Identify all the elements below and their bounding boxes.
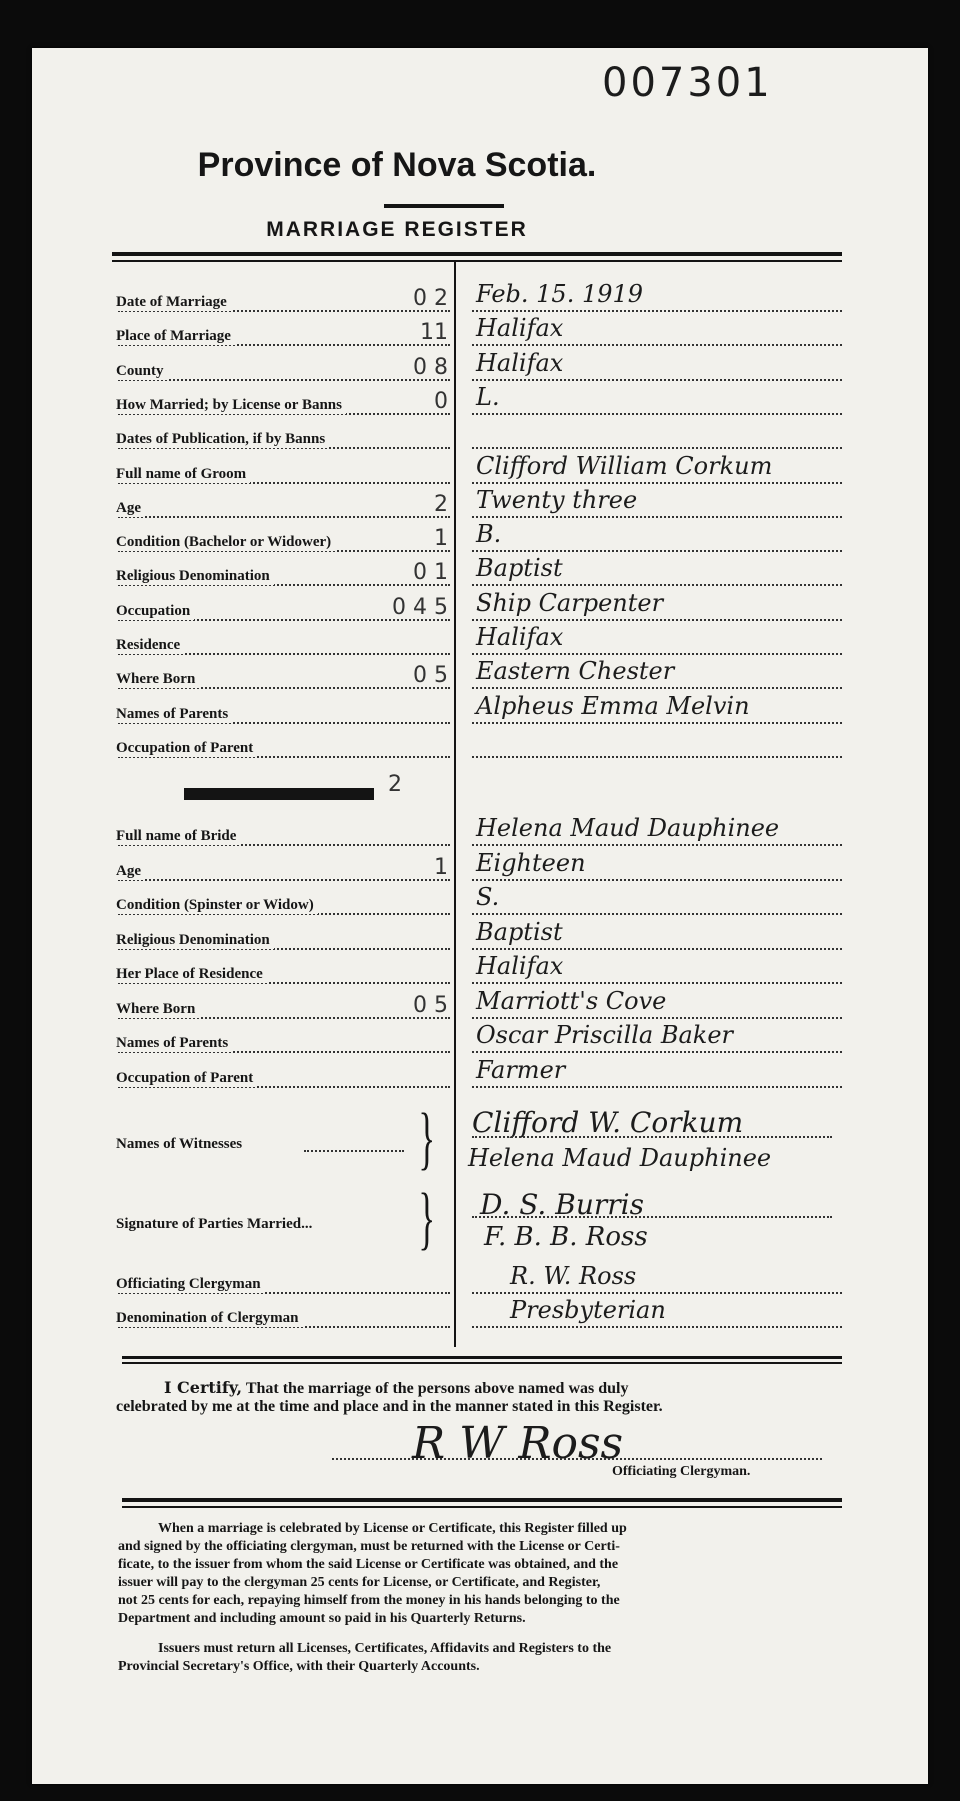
field-code: 0 5 — [413, 663, 448, 689]
field-value: Halifax — [476, 623, 564, 651]
field-label: Full name of Groom — [116, 466, 250, 483]
field-code: 1 — [434, 526, 448, 552]
serial-number: 007301 — [602, 60, 773, 106]
title-underline — [384, 204, 504, 208]
field-value-line — [472, 687, 842, 689]
signatures-label: Signature of Parties Married... — [116, 1216, 313, 1232]
field-value: Oscar Priscilla Baker — [476, 1021, 734, 1049]
certify-line-2: celebrated by me at the time and place and in the manner stated in this Register. — [116, 1398, 663, 1415]
field-label: Where Born — [116, 671, 199, 688]
field-label: Religious Denomination — [116, 932, 274, 949]
field-value-line — [472, 722, 842, 724]
field-value: Ship Carpenter — [476, 588, 664, 617]
field-value: Feb. 15. 1919 — [476, 280, 644, 308]
clergy-value-line — [472, 1326, 842, 1328]
field-label: Occupation of Parent — [116, 1070, 257, 1087]
register-form — [32, 48, 928, 1784]
field-label: Occupation — [116, 603, 194, 620]
field-label: How Married; by License or Banns — [116, 397, 346, 414]
field-value: Farmer — [476, 1055, 566, 1084]
field-label: Names of Parents — [116, 706, 232, 723]
field-label: Place of Marriage — [116, 328, 235, 345]
field-label: Condition (Bachelor or Widower) — [116, 534, 335, 551]
field-value-line — [472, 447, 842, 449]
field-value: Helena Maud Dauphinee — [476, 814, 780, 842]
instruction-line: When a marriage is celebrated by License or Certificate, this Register filled up — [158, 1521, 627, 1536]
section-separator-bar — [184, 788, 374, 800]
field-label: Full name of Bride — [116, 828, 240, 845]
witness-1: Clifford W. Corkum — [472, 1106, 744, 1139]
instructions-para-1 — [118, 1520, 858, 1628]
clergy-label: Officiating Clergyman — [116, 1276, 265, 1293]
field-label: Age — [116, 500, 145, 517]
field-value-line — [472, 310, 842, 312]
footer-rule-2 — [122, 1506, 842, 1508]
field-value-line — [472, 756, 842, 758]
field-label: Residence — [116, 637, 184, 654]
field-value: Twenty three — [476, 485, 638, 514]
certify-statement — [116, 1378, 836, 1416]
instruction-line: Issuers must return all Licenses, Certificates, Affidavits and Registers to the — [158, 1641, 612, 1656]
field-code: 0 1 — [413, 560, 448, 586]
field-code: 0 5 — [413, 992, 448, 1018]
field-label: Where Born — [116, 1001, 199, 1018]
field-value: Eastern Chester — [476, 657, 675, 686]
field-value: Baptist — [476, 554, 563, 583]
clergy-signature-line — [332, 1458, 822, 1460]
field-value: Halifax — [476, 348, 564, 377]
clergy-value: R. W. Ross — [510, 1262, 637, 1290]
field-label: Her Place of Residence — [116, 966, 267, 983]
field-value: Marriott's Cove — [476, 986, 667, 1015]
field-value-line — [472, 1051, 842, 1053]
field-value-line — [472, 982, 842, 984]
header-rule-thick — [112, 252, 842, 256]
instruction-line: and signed by the officiating clergyman, must be returned with the License or Certi- — [118, 1539, 620, 1554]
certify-line-1: That the marriage of the persons above named was duly — [245, 1380, 629, 1397]
field-value-line — [472, 913, 842, 915]
field-value: Eighteen — [476, 848, 586, 877]
instruction-line: Provincial Secretary's Office, with their Quarterly Accounts. — [118, 1659, 480, 1674]
clergy-label: Denomination of Clergyman — [116, 1310, 303, 1327]
field-code: 1 — [434, 854, 448, 880]
signature-1: D. S. Burris — [480, 1188, 644, 1221]
field-code: 11 — [420, 320, 448, 346]
field-label: Religious Denomination — [116, 568, 274, 585]
field-value: B. — [476, 520, 502, 549]
certify-rule-1 — [122, 1356, 842, 1359]
field-value-line — [472, 879, 842, 881]
field-label: Dates of Publication, if by Banns — [116, 431, 329, 448]
clergy-value: Presbyterian — [510, 1296, 666, 1324]
field-value: Alpheus Emma Melvin — [476, 691, 750, 720]
field-value: Halifax — [476, 952, 564, 980]
field-value: Halifax — [476, 314, 564, 343]
field-value-line — [472, 1017, 842, 1019]
signatures-brace: } — [418, 1180, 436, 1257]
field-label: Age — [116, 863, 145, 880]
field-code: 0 — [434, 388, 448, 414]
field-value-line — [472, 413, 842, 415]
field-value: L. — [476, 382, 500, 411]
instruction-line: not 25 cents for each, repaying himself from the money in his hands belonging to the — [118, 1593, 620, 1608]
field-label: Date of Marriage — [116, 294, 231, 311]
certify-lead: I Certify, — [164, 1378, 243, 1397]
field-code: 0 8 — [413, 354, 448, 380]
field-value: Clifford William Corkum — [476, 451, 773, 480]
clergy-signature: R W Ross — [412, 1418, 624, 1469]
field-code: 2 — [434, 491, 448, 517]
witness-2: Helena Maud Dauphinee — [468, 1144, 772, 1172]
instruction-line: ficate, to the issuer from whom the said License or Certificate was obtained, and the — [118, 1557, 619, 1572]
field-label: County — [116, 363, 168, 380]
field-code: 0 2 — [413, 286, 448, 311]
witnesses-label: Names of Witnesses — [116, 1136, 243, 1152]
field-label: Names of Parents — [116, 1035, 232, 1052]
form-subtitle: MARRIAGE REGISTER — [266, 218, 528, 241]
field-code: 0 4 5 — [392, 594, 448, 620]
field-value-line — [472, 344, 842, 346]
field-value-line — [472, 482, 842, 484]
field-value-line — [472, 516, 842, 518]
instruction-line: issuer will pay to the clergyman 25 cents for License, or Certificate, and Register, — [118, 1575, 601, 1590]
column-divider — [454, 262, 456, 1347]
instructions-para-2 — [118, 1640, 858, 1676]
witnesses-brace: } — [418, 1100, 436, 1177]
field-label: Condition (Spinster or Widow) — [116, 897, 318, 914]
footer-rule-1 — [122, 1498, 842, 1502]
field-value-line — [472, 584, 842, 586]
field-value-line — [472, 844, 842, 846]
field-value-line — [472, 948, 842, 950]
field-value-line — [472, 1086, 842, 1088]
certify-caption: Officiating Clergyman. — [612, 1464, 751, 1479]
field-value-line — [472, 379, 842, 381]
field-value-line — [472, 550, 842, 552]
signature-2: F. B. B. Ross — [484, 1222, 648, 1252]
certify-rule-2 — [122, 1362, 842, 1364]
header-rule-thin — [112, 260, 842, 262]
instruction-line: Department and including amount so paid in his Quarterly Returns. — [118, 1611, 526, 1626]
field-value-line — [472, 619, 842, 621]
field-value: S. — [476, 883, 500, 911]
clergy-value-line — [472, 1292, 842, 1294]
field-value-line — [472, 653, 842, 655]
field-label: Occupation of Parent — [116, 740, 257, 757]
field-value: Baptist — [476, 917, 563, 946]
form-title: Province of Nova Scotia. — [197, 146, 597, 184]
witnesses-leader — [304, 1150, 404, 1152]
divider-code: 2 — [388, 772, 402, 797]
